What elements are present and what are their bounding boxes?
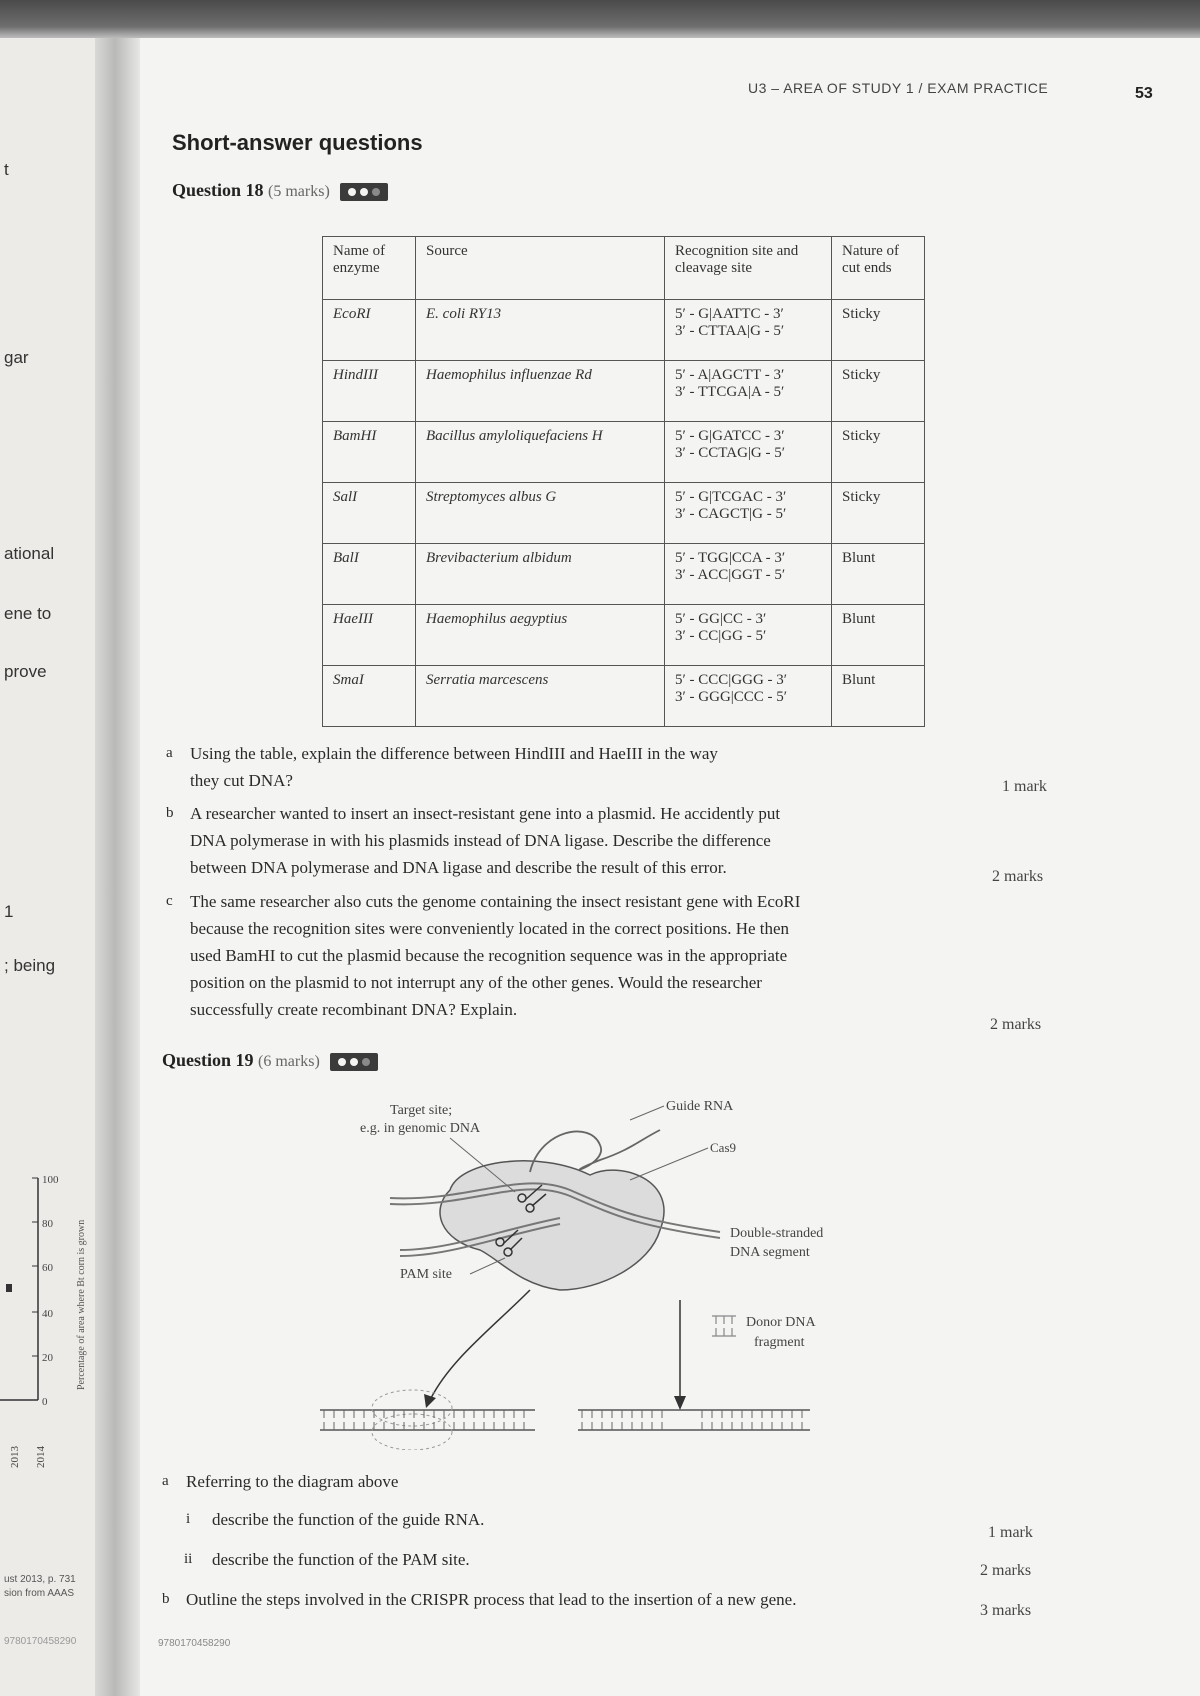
q19-part-a: a Referring to the diagram above: [162, 1472, 399, 1491]
cut-end-type: Sticky: [832, 422, 925, 483]
label-donor-dna: Donor DNA: [746, 1315, 816, 1330]
label-target-site: e.g. in genomic DNA: [360, 1121, 481, 1136]
q18-part-c: c The same researcher also cuts the genome containing the insect resistant gene with EcoRI because the recognition sites were conveniently located in the correct positions. He then used BamHI to cut the plasmid because the recognition sequence was in the appropriate position on the plasmid to not interrupt any of the other genes. Would the researcher successfully create recombinant DNA? Explain.: [166, 892, 801, 1019]
question-19-title: Question 19 (6 marks): [162, 1050, 378, 1071]
cut-end-type: Sticky: [832, 300, 925, 361]
q19b-marks: 3 marks: [980, 1602, 1032, 1619]
cut-end-type: Blunt: [832, 666, 925, 727]
recognition-site: 5′ - G|GATCC - 3′ 3′ - CCTAG|G - 5′: [665, 422, 832, 483]
label-double-stranded-dna: Double-stranded: [730, 1226, 824, 1241]
label-pam-site: PAM site: [400, 1267, 453, 1282]
page-number: 53: [1135, 85, 1153, 102]
column-header: Source: [416, 237, 665, 300]
facing-page: [0, 38, 110, 1696]
facing-text-fragment: ational: [4, 544, 55, 563]
enzyme-source: Brevibacterium albidum: [416, 544, 665, 605]
recognition-site: 5′ - CCC|GGG - 3′ 3′ - GGG|CCC - 5′: [665, 666, 832, 727]
q19-part-b: b Outline the steps involved in the CRISPR process that lead to the insertion of a new gene.: [162, 1590, 797, 1609]
enzyme-name: SalI: [323, 483, 416, 544]
enzyme-row: [323, 666, 925, 727]
edited-dna-insert: [578, 1410, 810, 1430]
enzyme-name: BalI: [323, 544, 416, 605]
facing-text-fragment: t: [4, 160, 9, 179]
cut-end-type: Blunt: [832, 605, 925, 666]
q18b-marks: 2 marks: [992, 868, 1044, 885]
cut-end-type: Sticky: [832, 361, 925, 422]
recognition-site: 5′ - GG|CC - 3′ 3′ - CC|GG - 5′: [665, 605, 832, 666]
axis-tick: 0: [42, 1396, 48, 1408]
enzyme-name: EcoRI: [323, 300, 416, 361]
enzyme-name: BamHI: [323, 422, 416, 483]
axis-tick: 20: [42, 1352, 53, 1364]
facing-year-labels: [0, 1408, 110, 1478]
difficulty-icon: [340, 183, 388, 201]
book-spine-shadow: [95, 38, 145, 1696]
difficulty-icon: [330, 1053, 378, 1071]
facing-text-fragment: ; being: [4, 956, 56, 975]
q18c-marks: 2 marks: [990, 1016, 1042, 1033]
label-guide-rna: Guide RNA: [666, 1099, 734, 1114]
q19-part-a-ii: ii describe the function of the PAM site.: [184, 1550, 470, 1569]
q18-part-a: a Using the table, explain the difference between HindIII and HaeIII in the way they cut DNA?: [166, 744, 718, 790]
facing-isbn: 9780170458290: [4, 1636, 77, 1647]
enzyme-row: [323, 605, 925, 666]
year-label: 2013: [9, 1446, 21, 1468]
label-double-stranded-dna: DNA segment: [730, 1245, 810, 1260]
enzyme-source: Haemophilus aegyptius: [416, 605, 665, 666]
facing-text-fragment: ene to: [4, 604, 52, 623]
label-target-site: Target site;: [390, 1103, 453, 1118]
axis-tick: 80: [42, 1218, 53, 1230]
column-header: Name of enzyme: [323, 237, 416, 300]
axis-tick: 60: [42, 1262, 53, 1274]
footer-isbn: 9780170458290: [158, 1638, 231, 1649]
section-title: Short-answer questions: [172, 130, 423, 155]
axis-tick: 100: [42, 1174, 59, 1186]
question-18-title: Question 18 (5 marks): [172, 180, 388, 201]
cut-dna-repair: [320, 1410, 535, 1430]
column-header: Nature of cut ends: [832, 237, 925, 300]
q19ai-marks: 1 mark: [988, 1524, 1033, 1541]
enzyme-row: [323, 483, 925, 544]
q18-part-b: b A researcher wanted to insert an insect-resistant gene into a plasmid. He accidently put DNA polymerase in with his plasmids instead of DNA ligase. Describe the difference between DNA polymerase and DNA ligase and describe the result of this error.: [166, 804, 781, 877]
enzyme-row: [323, 422, 925, 483]
enzyme-row: [323, 300, 925, 361]
enzyme-source: E. coli RY13: [416, 300, 665, 361]
facing-text-fragment: 1: [4, 902, 14, 921]
q18a-marks: 1 mark: [1002, 778, 1047, 795]
column-header: Recognition site and cleavage site: [665, 237, 832, 300]
recognition-site: 5′ - TGG|CCA - 3′ 3′ - ACC|GGT - 5′: [665, 544, 832, 605]
enzyme-row: [323, 544, 925, 605]
q19aii-marks: 2 marks: [980, 1562, 1032, 1579]
restriction-enzyme-table: [322, 236, 925, 727]
year-label: 2014: [35, 1446, 47, 1468]
label-donor-dna: fragment: [754, 1335, 805, 1350]
donor-dna-icon: [712, 1316, 736, 1336]
enzyme-source: Haemophilus influenzae Rd: [416, 361, 665, 422]
crispr-diagram: [300, 1090, 900, 1450]
enzyme-name: HindIII: [323, 361, 416, 422]
scan-top-border: [0, 0, 1200, 38]
enzyme-name: SmaI: [323, 666, 416, 727]
enzyme-source: Serratia marcescens: [416, 666, 665, 727]
recognition-site: 5′ - A|AGCTT - 3′ 3′ - TTCGA|A - 5′: [665, 361, 832, 422]
cut-end-type: Sticky: [832, 483, 925, 544]
recognition-site: 5′ - G|AATTC - 3′ 3′ - CTTAA|G - 5′: [665, 300, 832, 361]
enzyme-source: Bacillus amyloliquefaciens H: [416, 422, 665, 483]
facing-source-text: sion from AAAS: [4, 1588, 75, 1599]
recognition-site: 5′ - G|TCGAC - 3′ 3′ - CAGCT|G - 5′: [665, 483, 832, 544]
facing-text-fragment: gar: [4, 348, 29, 367]
enzyme-source: Streptomyces albus G: [416, 483, 665, 544]
q19-part-a-i: i describe the function of the guide RNA.: [186, 1510, 485, 1529]
label-cas9: Cas9: [710, 1140, 736, 1155]
running-head: U3 – AREA OF STUDY 1 / EXAM PRACTICE: [748, 80, 1049, 96]
axis-tick: 40: [42, 1308, 53, 1320]
cut-end-type: Blunt: [832, 544, 925, 605]
facing-text-fragment: prove: [4, 662, 47, 681]
facing-chart-axis: [0, 1158, 110, 1418]
axis-label: Percentage of area where Bt corn is grown: [76, 1219, 87, 1390]
enzyme-name: HaeIII: [323, 605, 416, 666]
enzyme-row: [323, 361, 925, 422]
facing-source-text: ust 2013, p. 731: [4, 1574, 76, 1585]
